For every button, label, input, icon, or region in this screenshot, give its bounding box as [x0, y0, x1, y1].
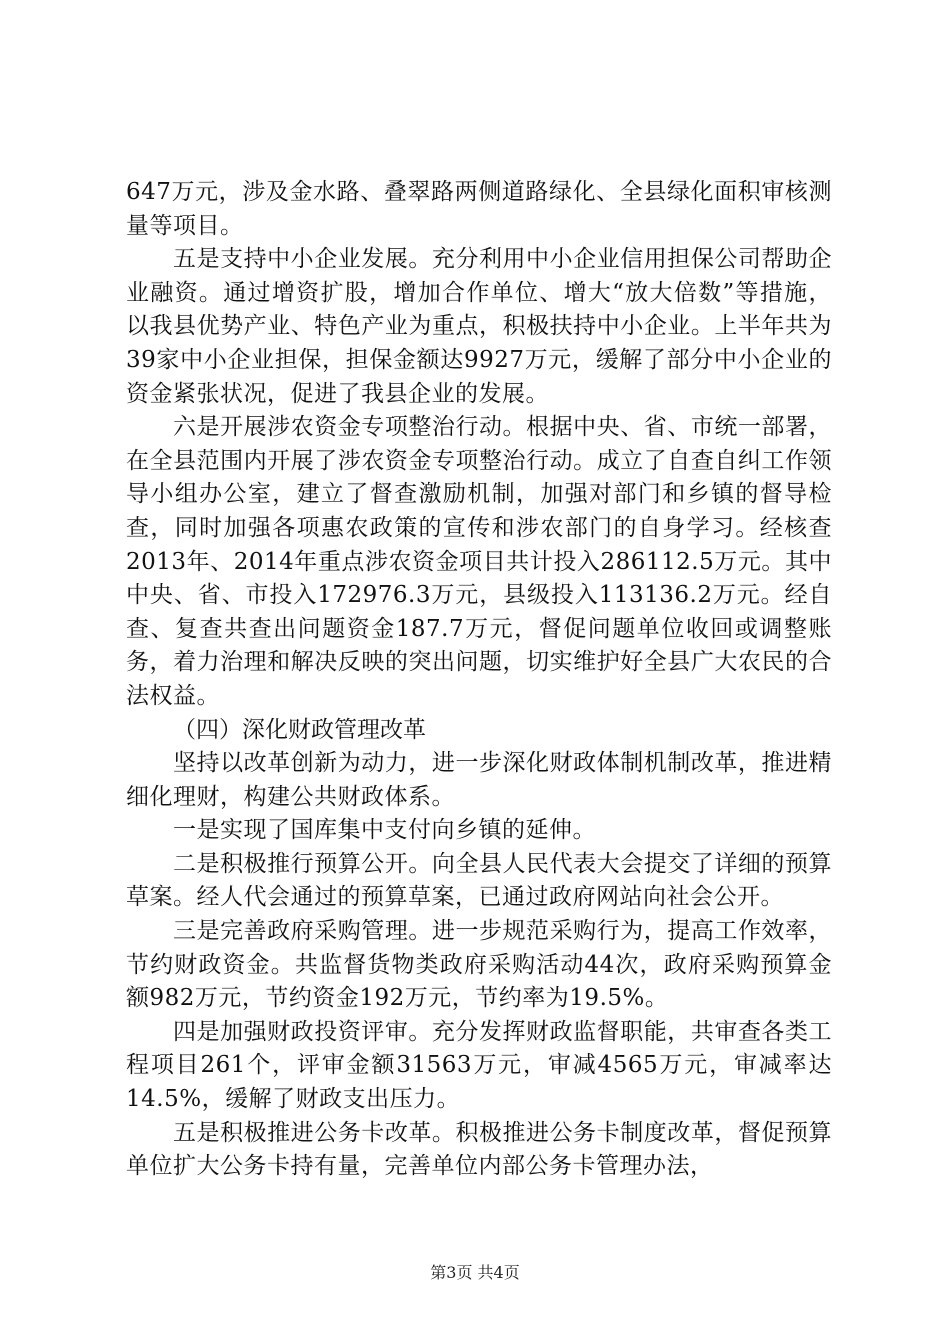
paragraph-treasury: 一是实现了国库集中支付向乡镇的延伸。 [173, 817, 596, 844]
section-heading: （四）深化财政管理改革 [173, 716, 426, 743]
document-body [126, 176, 832, 1184]
paragraph-sme-support: 五是支持中小企业发展。充分利用中小企业信用担保公司帮助企业融资。通过增资扩股，增加合作单位、增大“放大倍数”等措施，以我县优势产业、特色产业为重点，积极扶持中小企业。上半年共为39家中小企业担保，担保金额达9927万元，缓解了部分中小企业的资金紧张状况，促进了我县企业的发展。 [126, 246, 832, 407]
paragraph-reform-intro: 坚持以改革创新为动力，进一步深化财政体制机制改革，推进精细化理财，构建公共财政体系。 [126, 750, 832, 810]
paragraph-budget-public: 二是积极推行预算公开。向全县人民代表大会提交了详细的预算草案。经人代会通过的预算草案，已通过政府网站向社会公开。 [126, 850, 832, 911]
paragraph-procurement: 三是完善政府采购管理。进一步规范采购行为，提高工作效率，节约财政资金。共监督货物类政府采购活动44次，政府采购预算金额982万元，节约资金192万元，节约率为19.5%。 [126, 918, 832, 1012]
paragraph-official-card: 五是积极推进公务卡改革。积极推进公务卡制度改革，督促预算单位扩大公务卡持有量，完善单位内部公务卡管理办法， [126, 1119, 832, 1180]
paragraph-investment-review: 四是加强财政投资评审。充分发挥财政监督职能，共审查各类工程项目261个，评审金额31563万元，审减4565万元，审减率达14.5%，缓解了财政支出压力。 [126, 1018, 832, 1113]
paragraph-continued: 647万元，涉及金水路、叠翠路两侧道路绿化、全县绿化面积审核测量等项目。 [126, 179, 832, 239]
page-footer: 第3页 共4页 [430, 1263, 520, 1282]
paragraph-agri-funds: 六是开展涉农资金专项整治行动。根据中央、省、市统一部署，在全县范围内开展了涉农资金专项整治行动。成立了自查自纠工作领导小组办公室，建立了督查激励机制，加强对部门和乡镇的督导检查，同时加强各项惠农政策的宣传和涉农部门的自身学习。经核查2013年、2014年重点涉农资金项目共计投入286112.5万元。其中中央、省、市投入172976.3万元，县级投入113136.2万元。经自查、复查共查出问题资金187.7万元，督促问题单位收回或调整账务，着力治理和解决反映的突出问题，切实维护好全县广大农民的合法权益。 [126, 414, 832, 709]
